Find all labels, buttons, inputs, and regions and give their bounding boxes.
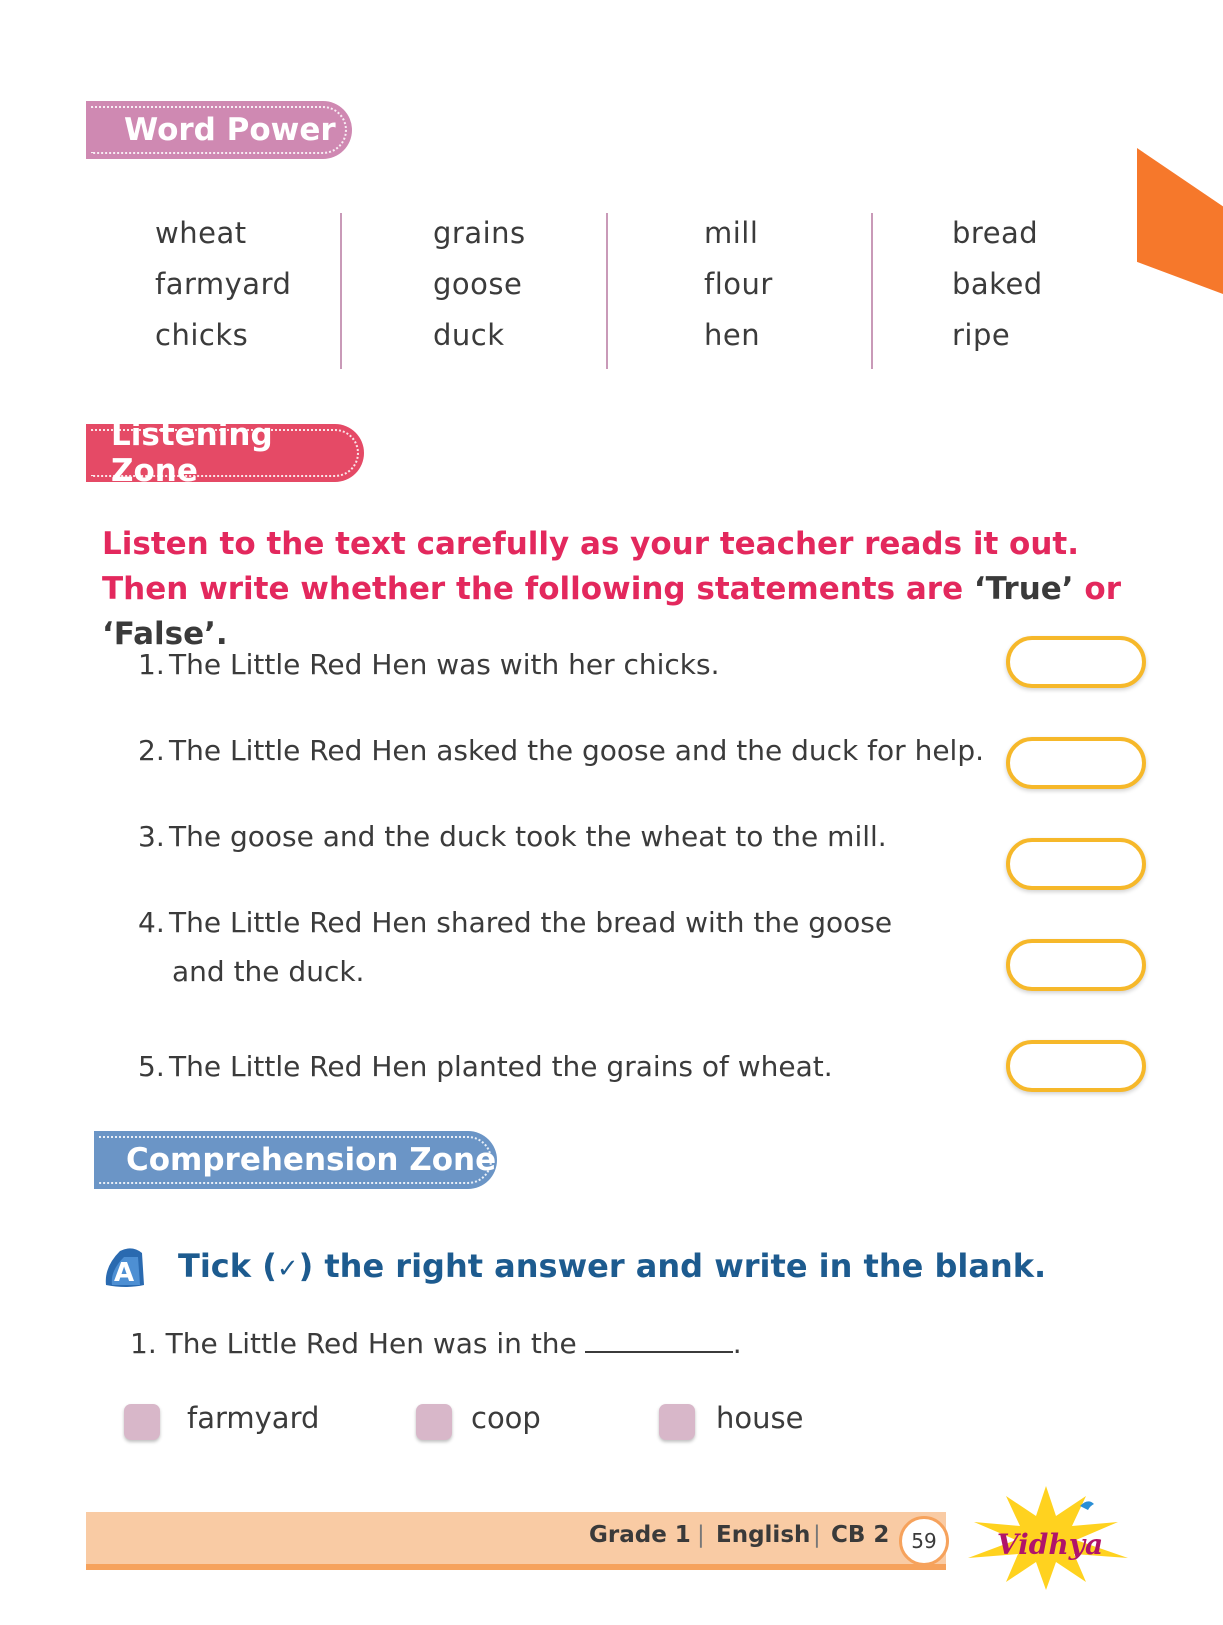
listening-instruction xyxy=(102,522,1162,657)
listening-zone-title: Listening Zone xyxy=(111,417,273,489)
page-number: 59 xyxy=(899,1516,949,1566)
footer-separator: | xyxy=(813,1522,821,1548)
true-word: ‘True’ xyxy=(973,571,1074,607)
vidhya-logo xyxy=(968,1482,1138,1592)
statement-2 xyxy=(138,726,984,775)
word-power-heading xyxy=(86,101,352,159)
statement-number: 1. xyxy=(138,648,165,681)
word-item: duck xyxy=(433,318,505,352)
word-item: wheat xyxy=(155,216,247,250)
word-item: baked xyxy=(952,267,1043,301)
statement-4 xyxy=(138,898,892,996)
instruction-text: Listen to the text carefully as your teacher reads it out. Then write whether the following statements are xyxy=(102,526,1080,607)
comprehension-zone-title: Comprehension Zone xyxy=(126,1142,497,1178)
column-divider xyxy=(340,213,342,369)
statement-text: The Little Red Hen shared the bread with the goose xyxy=(169,906,893,939)
statement-number: 3. xyxy=(138,820,165,853)
word-item: goose xyxy=(433,267,523,301)
instruction-post: ) the right answer and write in the blank. xyxy=(298,1247,1047,1285)
word-item: farmyard xyxy=(155,267,292,301)
column-divider xyxy=(606,213,608,369)
section-a-icon xyxy=(102,1245,146,1291)
column-divider xyxy=(871,213,873,369)
footer-book: CB 2 xyxy=(831,1522,890,1548)
answer-box-4[interactable] xyxy=(1006,939,1146,991)
option-label: house xyxy=(716,1401,804,1435)
word-item: grains xyxy=(433,216,526,250)
answer-blank[interactable] xyxy=(585,1329,733,1353)
option-label: farmyard xyxy=(187,1401,320,1435)
word-item: ripe xyxy=(952,318,1011,352)
statement-text: The Little Red Hen planted the grains of wheat. xyxy=(169,1050,833,1083)
decorative-side-flap xyxy=(1137,148,1223,294)
word-item: chicks xyxy=(155,318,249,352)
word-item: bread xyxy=(952,216,1039,250)
option-checkbox-coop[interactable] xyxy=(416,1404,452,1440)
comprehension-instruction xyxy=(178,1247,1046,1285)
logo-text: Vidhya xyxy=(996,1528,1104,1561)
option-checkbox-house[interactable] xyxy=(659,1404,695,1440)
statement-3 xyxy=(138,812,887,861)
question-text: 1. The Little Red Hen was in the xyxy=(130,1327,577,1360)
statement-number: 4. xyxy=(138,906,165,939)
listening-zone-heading xyxy=(86,417,364,489)
statement-number: 2. xyxy=(138,734,165,767)
or-word: or xyxy=(1084,571,1121,607)
option-label: coop xyxy=(471,1401,541,1435)
statement-continuation: and the duck. xyxy=(172,955,365,988)
false-word: ‘False’. xyxy=(102,616,228,652)
word-item: mill xyxy=(704,216,759,250)
question-1 xyxy=(130,1327,742,1360)
word-power-title: Word Power xyxy=(124,112,336,148)
statement-text: The Little Red Hen asked the goose and the duck for help. xyxy=(169,734,984,767)
option-checkbox-farmyard[interactable] xyxy=(124,1404,160,1440)
statement-text: The Little Red Hen was with her chicks. xyxy=(169,648,720,681)
tick-icon: ✓ xyxy=(276,1254,299,1284)
footer-subject: English xyxy=(716,1522,811,1548)
statement-5 xyxy=(138,1042,833,1091)
footer-grade: Grade 1 xyxy=(589,1522,691,1548)
answer-box-3[interactable] xyxy=(1006,838,1146,890)
word-item: flour xyxy=(704,267,773,301)
instruction-pre: Tick ( xyxy=(178,1247,277,1285)
footer-separator: | xyxy=(697,1522,705,1548)
comprehension-zone-heading xyxy=(94,1131,497,1189)
answer-box-1[interactable] xyxy=(1006,636,1146,688)
statement-1 xyxy=(138,640,720,689)
statement-text: The goose and the duck took the wheat to the mill. xyxy=(169,820,887,853)
word-item: hen xyxy=(704,318,761,352)
answer-box-5[interactable] xyxy=(1006,1040,1146,1092)
question-end: . xyxy=(732,1327,742,1360)
section-letter: A xyxy=(113,1258,135,1288)
statement-number: 5. xyxy=(138,1050,165,1083)
answer-box-2[interactable] xyxy=(1006,737,1146,789)
